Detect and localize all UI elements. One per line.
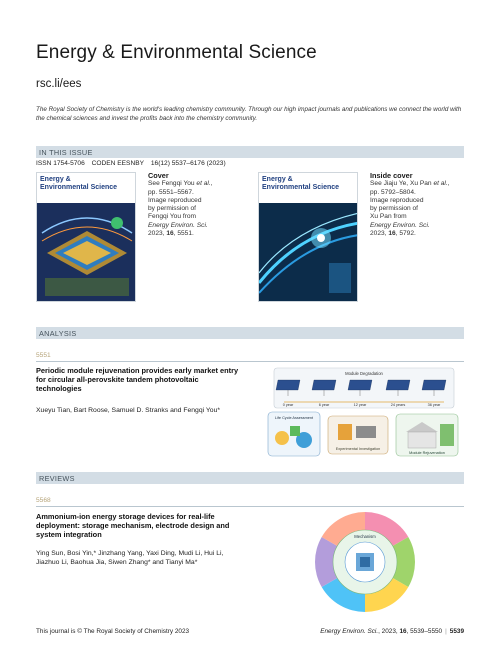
analysis-graphical-abstract[interactable]	[264, 366, 464, 460]
lca-label: Life Cycle Assessment	[274, 416, 314, 420]
year-label: 12 year	[353, 403, 367, 407]
cover-heading: Cover	[148, 171, 169, 180]
article-title[interactable]: Periodic module rejuvenation provides early market entry for circular all-perovskite tandem photovoltaic technologies	[36, 366, 239, 394]
section-header-analysis	[36, 327, 464, 339]
module-degradation-label: Module Degradation	[345, 371, 383, 376]
issn: ISSN 1754-5706	[36, 160, 85, 167]
inside-cover-caption: Inside cover See Jiaju Ye, Xu Pan et al., pp. 5792–5804. Image reproduced by permission of Xu Pan from Energy Environ. Sci. 2023, 16, 5792.	[370, 172, 460, 238]
divider	[36, 506, 464, 507]
section-header-in-this-issue	[36, 146, 464, 158]
footer-citation: Energy Environ. Sci., 2023, 16, 5539–5550 | 5539	[320, 628, 464, 635]
year-label: 24 years	[390, 403, 406, 407]
reviews-graphical-abstract[interactable]	[306, 510, 424, 615]
volume-info: 16(12) 5537–6176 (2023)	[150, 160, 226, 167]
tagline: The Royal Society of Chemistry is the world's leading chemistry community. Through our high impact journals and publications we connect the world with the chemical sciences and invest the profits back into the chemistry community.	[36, 106, 462, 122]
rejuvenation-label: Module Rejuvenation	[409, 451, 445, 455]
coden: CODEN EESNBY	[91, 160, 145, 167]
section-title: IN THIS ISSUE	[39, 147, 93, 157]
experimental-label: Experimental Investigation	[335, 447, 381, 451]
mechanism-label: Mechanism	[354, 534, 376, 539]
year-label: 0 year	[282, 403, 294, 407]
page-number: 5539	[449, 628, 464, 635]
divider	[36, 361, 464, 362]
year-label: 36 year	[427, 403, 441, 407]
inside-cover-heading: Inside cover	[370, 171, 413, 180]
issue-meta	[36, 160, 231, 167]
section-title: ANALYSIS	[39, 328, 77, 338]
inside-cover-image[interactable]	[258, 172, 358, 302]
article-authors: Ying Sun, Bosi Yin,* Jinzhang Yang, Yaxi Ding, Mudi Li, Hui Li, Jiazhuo Li, Baohua Jia, Siwen Zhang* and Tianyi Ma*	[36, 550, 224, 566]
journal-title: Energy & Environmental Science	[36, 42, 317, 63]
footer-copyright: This journal is © The Royal Society of Chemistry 2023	[36, 628, 190, 635]
cover-image-title: Energy & Environmental Science	[40, 176, 118, 191]
journal-url[interactable]: rsc.li/ees	[36, 78, 82, 90]
section-title: REVIEWS	[39, 473, 75, 483]
article-page-number[interactable]: 5568	[36, 497, 51, 504]
year-label: 6 year	[318, 403, 330, 407]
article-page-number[interactable]: 5551	[36, 352, 51, 359]
inside-cover-image-title: Energy & Environmental Science	[262, 176, 340, 191]
section-header-reviews	[36, 472, 464, 484]
cover-image[interactable]	[36, 172, 136, 302]
article-authors: Xueyu Tian, Bart Roose, Samuel D. Stranks and Fengqi You*	[36, 407, 221, 414]
cover-caption: Cover See Fengqi You et al., pp. 5551–5567. Image reproduced by permission of Fengqi You from Energy Environ. Sci. 2023, 16, 5551.	[148, 172, 238, 238]
article-title[interactable]: Ammonium-ion energy storage devices for real-life deployment: storage mechanism, electrode design and system integration	[36, 512, 230, 540]
